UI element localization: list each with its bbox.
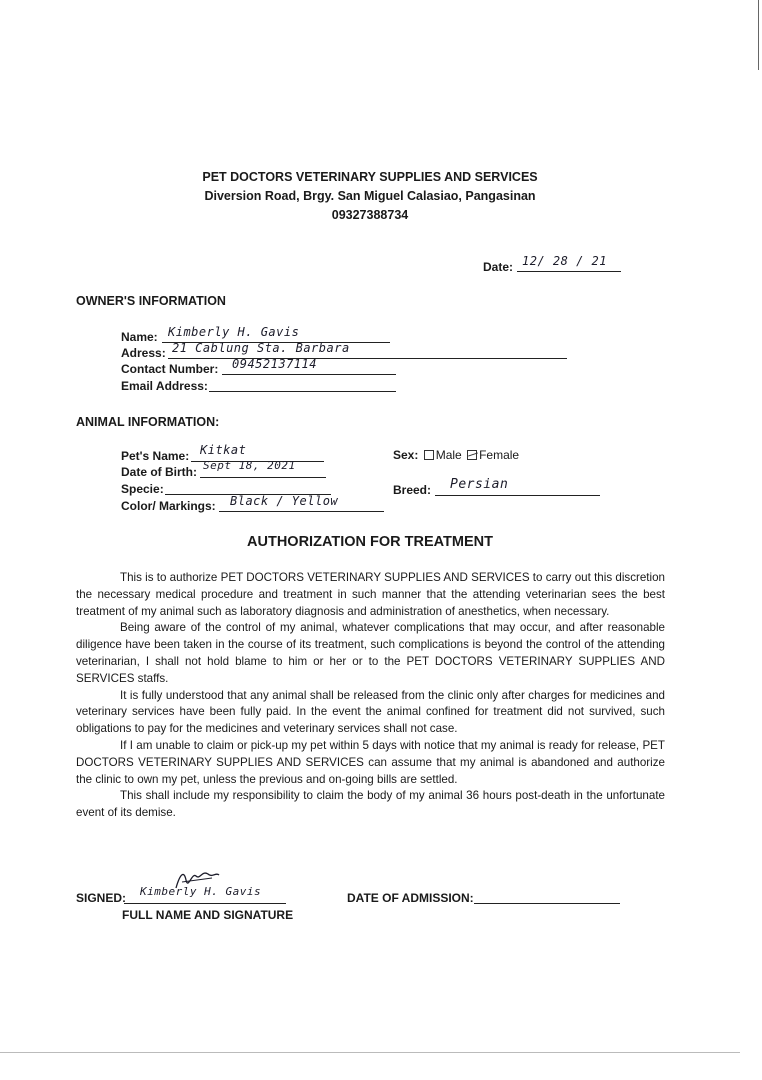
address-value: 21 Cablung Sta. Barbara — [172, 341, 350, 355]
address-label: Adress: — [121, 346, 166, 360]
contact-label: Contact Number: — [121, 362, 219, 376]
authorization-paragraph-2: Being aware of the control of my animal, whatever complications that may occur, and after reasonable diligence have been taken in the course of its treatment, such complications is beyond the control of the attending veterinarian, I shall not hold blame to him or her or to the PET DOCTORS VETERINARY SUPPLIES AND SERVICES staffs. — [76, 621, 665, 685]
dob-label: Date of Birth: — [121, 465, 197, 479]
scan-edge-right — [758, 0, 759, 70]
authorization-title: AUTHORIZATION FOR TREATMENT — [247, 534, 493, 550]
company-address: Diversion Road, Brgy. San Miguel Calasiao, Pangasinan — [204, 189, 536, 203]
date-value: 12/ 28 / 21 — [522, 254, 607, 268]
authorization-body — [76, 570, 665, 822]
email-label: Email Address: — [121, 379, 208, 393]
date-label: Date: — [483, 260, 514, 274]
company-name: PET DOCTORS VETERINARY SUPPLIES AND SERVICES — [202, 170, 538, 184]
authorization-paragraph-4: If I am unable to claim or pick-up my pet within 5 days with notice that my animal is ready for release, PET DOCTORS VETERINARY SUPPLIES AND SERVICES can assume that my animal is abandoned and authorize the clinic to own my pet, unless the previous and on-going bills are settled. — [76, 738, 665, 786]
contact-value: 09452137114 — [232, 357, 317, 371]
signature-caption: FULL NAME AND SIGNATURE — [122, 908, 294, 922]
pet-name-label: Pet's Name: — [121, 449, 190, 463]
specie-label: Specie: — [121, 482, 164, 496]
name-value: Kimberly H. Gavis — [168, 325, 300, 339]
male-option-label: Male — [435, 448, 462, 462]
admission-label: DATE OF ADMISSION: — [347, 891, 474, 905]
scan-edge-bottom — [0, 1052, 740, 1053]
email-field[interactable] — [209, 377, 396, 392]
male-checkbox[interactable] — [424, 450, 434, 460]
signed-label: SIGNED: — [76, 891, 127, 905]
company-phone: 09327388734 — [331, 208, 409, 222]
admission-field[interactable] — [474, 889, 620, 904]
dob-value: Sept 18, 2021 — [203, 459, 296, 472]
color-label: Color/ Markings: — [121, 499, 216, 513]
name-label: Name: — [121, 330, 158, 344]
sex-row — [393, 448, 519, 462]
pet-name-value: Kitkat — [200, 443, 247, 457]
color-value: Black / Yellow — [230, 494, 339, 508]
animal-heading: ANIMAL INFORMATION: — [76, 415, 220, 429]
owner-heading: OWNER'S INFORMATION — [76, 294, 226, 308]
signed-name-value: Kimberly H. Gavis — [140, 885, 262, 898]
handwritten-signature — [172, 866, 222, 896]
female-checkbox[interactable] — [467, 450, 477, 460]
authorization-paragraph-3: It is fully understood that any animal shall be released from the clinic only after charges for medicines and veterinary services have been fully paid. In the event the animal confined for treatment did not survived, such obligations to pay for the medicines and veterinary services shall not case. — [76, 688, 665, 736]
female-option-label: Female — [479, 448, 520, 462]
sex-label: Sex: — [393, 448, 419, 462]
authorization-paragraph-1: This is to authorize PET DOCTORS VETERINARY SUPPLIES AND SERVICES to carry out this discretion the necessary medical procedure and treatment in such manner that the attending veterinarian sees the best treatment of my animal such as laboratory diagnosis and administration of anesthetics, when necessary. — [76, 571, 665, 618]
breed-value: Persian — [450, 477, 509, 492]
authorization-paragraph-5: This shall include my responsibility to claim the body of my animal 36 hours post-death in the unfortunate event of its demise. — [76, 789, 665, 820]
breed-label: Breed: — [393, 483, 432, 497]
specie-field[interactable] — [165, 480, 331, 495]
